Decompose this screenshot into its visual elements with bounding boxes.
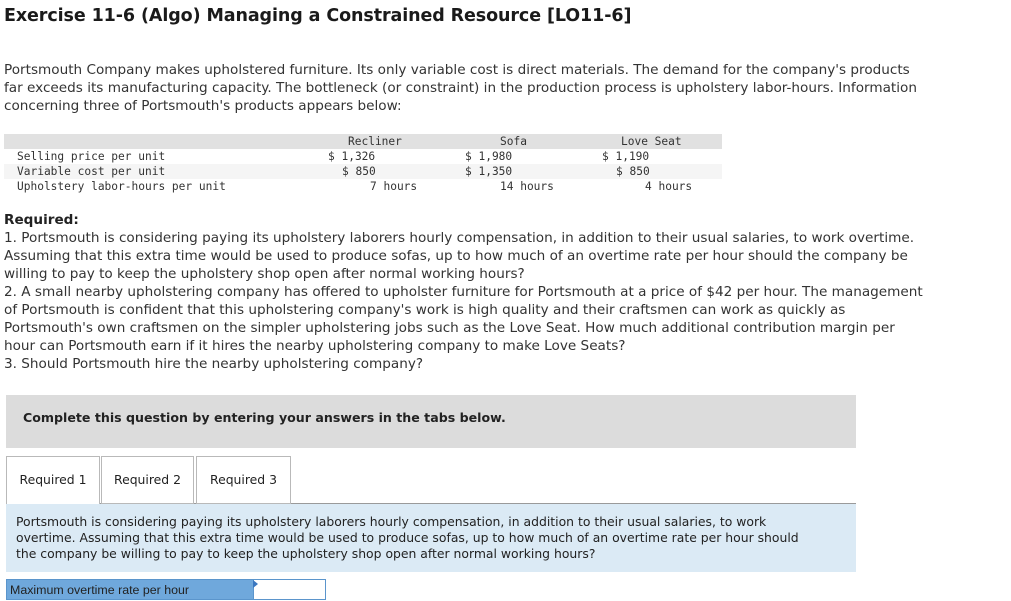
intro-line: Portsmouth Company makes upholstered furniture. Its only variable cost is direct materials. The demand for the company's products [4, 62, 910, 78]
table-cell: $ 1,190 [602, 150, 650, 163]
table-row [4, 164, 722, 179]
required-line: 2. A small nearby upholstering company has offered to upholster furniture for Portsmouth at a price of $42 per hour. The management [4, 284, 923, 300]
panel-text [16, 514, 846, 562]
table-cell: 4 hours [645, 180, 693, 193]
answer-label: Maximum overtime rate per hour [6, 579, 254, 600]
intro-paragraph [4, 61, 944, 115]
table-cell: $ 1,350 [465, 165, 513, 178]
column-header-love-seat: Love Seat [621, 135, 682, 148]
required-line: of Portsmouth is confident that this upholstering company's work is high quality and their craftsmen can work as quickly as [4, 302, 846, 318]
required-heading: Required: [4, 212, 79, 228]
column-header-recliner: Recliner [348, 135, 402, 148]
table-row [4, 179, 722, 194]
intro-line: far exceeds its manufacturing capacity. The bottleneck (or constraint) in the production process is upholstery labor-hours. Information [4, 80, 917, 96]
question-panel [6, 504, 856, 572]
page-title: Exercise 11-6 (Algo) Managing a Constrained Resource [LO11-6] [4, 6, 632, 26]
answer-row [6, 579, 326, 601]
table-cell: $ 850 [342, 165, 376, 178]
tab-required-3[interactable]: Required 3 [196, 456, 291, 504]
required-line: 1. Portsmouth is considering paying its upholstery laborers hourly compensation, in addition to their usual salaries, to work overtime. [4, 230, 915, 246]
tab-required-2[interactable]: Required 2 [101, 456, 194, 504]
table-header-row [4, 134, 722, 149]
instruction-banner [6, 395, 856, 448]
required-line: 3. Should Portsmouth hire the nearby upholstering company? [4, 356, 424, 372]
required-line: Portsmouth's own craftsmen on the simpler upholstering jobs such as the Love Seat. How much additional contribution margin per [4, 320, 895, 336]
required-section [4, 211, 964, 373]
required-line: Assuming that this extra time would be used to produce sofas, up to how much of an overtime rate per hour should the company be [4, 248, 908, 264]
panel-text-line: the company be willing to pay to keep the upholstery shop open after normal working hours? [16, 546, 596, 561]
table-cell: $ 1,980 [465, 150, 513, 163]
column-header-sofa: Sofa [500, 135, 527, 148]
row-label: Selling price per unit [17, 150, 166, 163]
table-cell: 7 hours [370, 180, 418, 193]
panel-text-line: overtime. Assuming that this extra time would be used to produce sofas, up to how much of an overtime rate per hour should [16, 530, 799, 545]
table-cell: $ 1,326 [328, 150, 376, 163]
table-row [4, 149, 722, 164]
panel-text-line: Portsmouth is considering paying its upholstery laborers hourly compensation, in addition to their usual salaries, to work [16, 514, 767, 529]
row-label: Variable cost per unit [17, 165, 166, 178]
intro-line: concerning three of Portsmouth's products appears below: [4, 98, 402, 114]
table-cell: $ 850 [616, 165, 650, 178]
row-label: Upholstery labor-hours per unit [17, 180, 226, 193]
overtime-rate-input[interactable] [253, 579, 326, 600]
required-line: hour can Portsmouth earn if it hires the nearby upholstering company to make Love Seats? [4, 338, 626, 354]
tab-required-1[interactable]: Required 1 [6, 456, 100, 505]
instruction-text: Complete this question by entering your answers in the tabs below. [23, 410, 506, 425]
table-cell: 14 hours [500, 180, 554, 193]
required-line: willing to pay to keep the upholstery shop open after normal working hours? [4, 266, 525, 282]
input-flag-icon [253, 580, 258, 588]
